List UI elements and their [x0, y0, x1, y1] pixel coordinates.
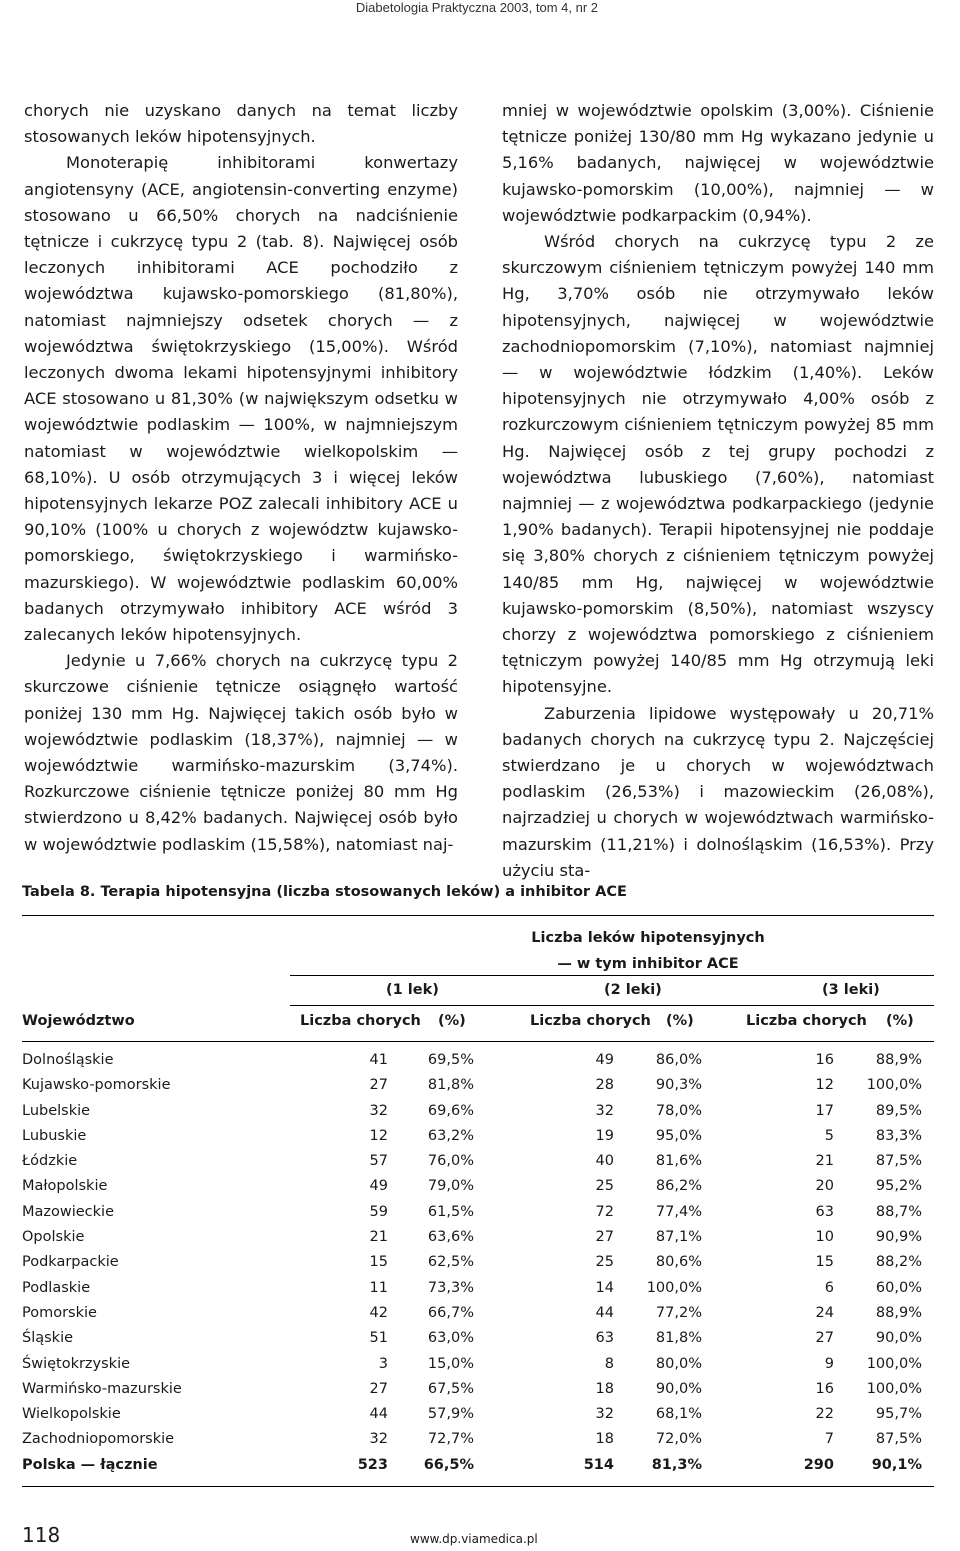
cell-n1: 44 — [369, 1406, 388, 1423]
cell-p1: 76,0% — [427, 1153, 474, 1170]
cell-n1: 27 — [369, 1077, 388, 1094]
cell-p2: 81,6% — [655, 1153, 702, 1170]
right-paragraph-2: Wśród chorych na cukrzycę typu 2 ze skurczowym ciśnieniem tętniczym powyżej 140 mm Hg, 3,70% osób nie otrzymywało leków hipotensyjnych, najwięcej w województwie zachodniopomorskim (7,10%), natomiast najmniej — w województwie łódzkim (1,40%). Leków hipotensyjnych nie otrzymywało 4,00% osób z rozkurczowym ciśnieniem tętniczym powyżej 85 mm Hg. Najwięcej osób z tej grupy pochodzi z województwa lubuskiego (7,60%), natomiast najmniej — z województwa podkarpackiego (jedynie 1,90% badanych). Terapii hipotensyjnej nie poddaje się 3,80% chorych z ciśnieniem tętniczym powyżej 140/85 mm Hg, najwięcej w województwie kujawsko-pomorskim (8,50%), natomiast wszyscy chorzy z województwa pomorskiego z ciśnieniem tętniczym powyżej 140/85 mm Hg otrzymują leki hipotensyjne. — [502, 232, 934, 697]
cell-name: Lubelskie — [22, 1102, 91, 1119]
table-row — [22, 1128, 934, 1153]
cell-n1: 523 — [357, 1456, 388, 1473]
subgroup-rule — [290, 1005, 934, 1006]
cell-n1: 15 — [369, 1254, 388, 1271]
cell-n2: 18 — [595, 1380, 614, 1397]
table-row — [22, 1330, 934, 1355]
cell-n3: 16 — [815, 1052, 834, 1068]
cell-p3: 88,9% — [875, 1052, 922, 1068]
subgroup-1-lek: (1 lek) — [386, 982, 439, 998]
cell-n3: 15 — [815, 1254, 834, 1271]
col-header-pct-3: (%) — [886, 1013, 914, 1029]
cell-n3: 12 — [815, 1077, 834, 1094]
cell-n3: 9 — [824, 1355, 834, 1372]
cell-n1: 41 — [369, 1052, 388, 1068]
cell-n2: 49 — [595, 1052, 614, 1068]
journal-website: www.dp.viamedica.pl — [410, 1532, 538, 1546]
cell-name: Polska — łącznie — [22, 1456, 158, 1473]
table-top-rule — [22, 915, 934, 916]
cell-p1: 63,2% — [427, 1127, 474, 1144]
cell-p2: 100,0% — [646, 1279, 702, 1296]
cell-n3: 16 — [815, 1380, 834, 1397]
cell-n2: 72 — [595, 1203, 614, 1220]
cell-p1: 81,8% — [427, 1077, 474, 1094]
cell-p2: 86,2% — [655, 1178, 702, 1195]
cell-p2: 78,0% — [655, 1102, 702, 1119]
cell-n3: 10 — [815, 1229, 834, 1246]
cell-name: Opolskie — [22, 1229, 85, 1246]
cell-p2: 86,0% — [655, 1052, 702, 1068]
cell-name: Pomorskie — [22, 1304, 97, 1321]
cell-n2: 28 — [595, 1077, 614, 1094]
cell-p1: 61,5% — [427, 1203, 474, 1220]
cell-p1: 63,0% — [427, 1330, 474, 1347]
table-row — [22, 1052, 934, 1077]
cell-n3: 24 — [815, 1304, 834, 1321]
cell-n1: 32 — [369, 1431, 388, 1448]
cell-n2: 44 — [595, 1304, 614, 1321]
cell-p3: 90,1% — [871, 1456, 922, 1473]
table-row — [22, 1229, 934, 1254]
cell-p3: 87,5% — [875, 1431, 922, 1448]
cell-p2: 87,1% — [655, 1229, 702, 1246]
cell-n2: 514 — [583, 1456, 614, 1473]
table-row — [22, 1406, 934, 1431]
page-number: 118 — [22, 1523, 61, 1547]
cell-p1: 63,6% — [427, 1229, 474, 1246]
cell-n1: 49 — [369, 1178, 388, 1195]
left-paragraph-1: chorych nie uzyskano danych na temat liczby stosowanych leków hipotensyjnych. — [24, 101, 458, 147]
journal-title: Diabetologia Praktyczna 2003, tom 4, nr 2 — [355, 0, 598, 15]
group-title-line-1: Liczba leków hipotensyjnych — [531, 930, 765, 946]
cell-n1: 59 — [369, 1203, 388, 1220]
cell-p2: 90,3% — [655, 1077, 702, 1094]
cell-p2: 72,0% — [655, 1431, 702, 1448]
cell-p3: 100,0% — [866, 1077, 922, 1094]
cell-n2: 8 — [604, 1355, 614, 1372]
cell-p2: 80,0% — [655, 1355, 702, 1372]
cell-p2: 77,4% — [655, 1203, 702, 1220]
cell-n3: 63 — [815, 1203, 834, 1220]
cell-p3: 95,7% — [875, 1406, 922, 1423]
cell-p1: 66,5% — [423, 1456, 474, 1473]
table-row — [22, 1204, 934, 1229]
table-row — [22, 1356, 934, 1381]
cell-name: Dolnośląskie — [22, 1052, 114, 1068]
cell-n1: 11 — [369, 1279, 388, 1296]
cell-n2: 63 — [595, 1330, 614, 1347]
cell-p1: 79,0% — [427, 1178, 474, 1195]
table-row — [22, 1178, 934, 1203]
cell-name: Małopolskie — [22, 1178, 108, 1195]
cell-p3: 60,0% — [875, 1279, 922, 1296]
cell-n3: 17 — [815, 1102, 834, 1119]
table-group-title — [478, 925, 818, 977]
col-header-pct-1: (%) — [438, 1013, 466, 1029]
cell-p3: 100,0% — [866, 1380, 922, 1397]
cell-n2: 32 — [595, 1406, 614, 1423]
table-header-rule — [22, 1041, 934, 1042]
group-rule — [290, 975, 934, 976]
cell-p1: 57,9% — [427, 1406, 474, 1423]
cell-name: Podlaskie — [22, 1279, 91, 1296]
table-row — [22, 1254, 934, 1279]
cell-name: Warmińsko-mazurskie — [22, 1380, 182, 1397]
cell-n2: 18 — [595, 1431, 614, 1448]
cell-p2: 95,0% — [655, 1127, 702, 1144]
running-header — [0, 0, 960, 36]
left-text-column — [24, 98, 458, 858]
cell-p3: 89,5% — [875, 1102, 922, 1119]
cell-n3: 7 — [824, 1431, 834, 1448]
cell-p1: 69,6% — [427, 1102, 474, 1119]
cell-p3: 95,2% — [875, 1178, 922, 1195]
group-title-line-2: — w tym inhibitor ACE — [557, 956, 739, 972]
cell-n3: 22 — [815, 1406, 834, 1423]
cell-n3: 21 — [815, 1153, 834, 1170]
cell-name: Świętokrzyskie — [22, 1355, 131, 1372]
cell-n1: 42 — [369, 1304, 388, 1321]
cell-name: Zachodniopomorskie — [22, 1431, 175, 1448]
cell-p1: 62,5% — [427, 1254, 474, 1271]
cell-name: Podkarpackie — [22, 1254, 119, 1271]
table-row — [22, 1077, 934, 1102]
left-paragraph-3: Jedynie u 7,66% chorych na cukrzycę typu 2 skurczowe ciśnienie tętnicze osiągnęło wartość poniżej 130 mm Hg. Najwięcej takich osób było w województwie podlaskim (18,37%), najmniej — w województwie warmińsko-mazurskim (3,74%). Rozkurczowe ciśnienie tętnicze poniżej 80 mm Hg stwierdzono u 8,42% badanych. Najwięcej osób było w województwie podlaskim (15,58%), natomiast naj- — [24, 651, 458, 854]
subgroup-2-leki: (2 leki) — [604, 982, 662, 998]
cell-name: Mazowieckie — [22, 1203, 115, 1220]
cell-p3: 88,2% — [875, 1254, 922, 1271]
table-body — [22, 1052, 934, 1482]
cell-p2: 81,8% — [655, 1330, 702, 1347]
cell-n2: 14 — [595, 1279, 614, 1296]
cell-n1: 3 — [378, 1355, 388, 1372]
table-row — [22, 1153, 934, 1178]
cell-n2: 40 — [595, 1153, 614, 1170]
table-row — [22, 1103, 934, 1128]
cell-n3: 20 — [815, 1178, 834, 1195]
cell-n1: 51 — [369, 1330, 388, 1347]
cell-name: Kujawsko-pomorskie — [22, 1077, 171, 1094]
cell-p2: 80,6% — [655, 1254, 702, 1271]
cell-n2: 19 — [595, 1127, 614, 1144]
cell-n1: 12 — [369, 1127, 388, 1144]
table-row — [22, 1280, 934, 1305]
cell-p3: 88,9% — [875, 1304, 922, 1321]
cell-n1: 57 — [369, 1153, 388, 1170]
cell-n1: 21 — [369, 1229, 388, 1246]
col-header-count-3: Liczba chorych — [746, 1013, 867, 1029]
table-row — [22, 1431, 934, 1456]
right-text-column — [502, 98, 934, 884]
cell-n2: 25 — [595, 1254, 614, 1271]
cell-name: Łódzkie — [22, 1153, 78, 1170]
cell-n1: 27 — [369, 1380, 388, 1397]
cell-p3: 83,3% — [875, 1127, 922, 1144]
subgroup-3-leki: (3 leki) — [822, 982, 880, 998]
cell-p1: 72,7% — [427, 1431, 474, 1448]
cell-n3: 5 — [824, 1127, 834, 1144]
cell-p1: 69,5% — [427, 1052, 474, 1068]
cell-p1: 15,0% — [427, 1355, 474, 1372]
cell-p3: 90,0% — [875, 1330, 922, 1347]
cell-n2: 25 — [595, 1178, 614, 1195]
cell-p3: 88,7% — [875, 1203, 922, 1220]
cell-p2: 81,3% — [651, 1456, 702, 1473]
left-paragraph-2: Monoterapię inhibitorami konwertazy angiotensyny (ACE, angiotensin-converting enzyme) stosowano u 66,50% chorych na nadciśnienie tętnicze i cukrzycę typu 2 (tab. 8). Najwięcej osób leczonych inhibitorami ACE pochodziło z województwa kujawsko-pomorskiego (81,80%), natomiast najmniejszy odsetek chorych — z województwa świętokrzyskiego (15,00%). Wśród leczonych dwoma lekami hipotensyjnymi inhibitory ACE stosowano u 81,30% (w największym odsetku w województwie podlaskim — 100%, w najmniejszym natomiast w województwie wielkopolskim — 68,10%). U osób otrzymujących 3 i więcej leków hipotensyjnych lekarze POZ zalecali inhibitory ACE u 90,10% (100% u chorych z województw kujawsko-pomorskiego, świętokrzyskiego i warmińsko-mazurskiego). W województwie podlaskim 60,00% badanych otrzymywało inhibitory ACE wśród 3 zalecanych leków hipotensyjnych. — [24, 153, 458, 645]
col-header-pct-2: (%) — [666, 1013, 694, 1029]
cell-n3: 27 — [815, 1330, 834, 1347]
cell-p2: 68,1% — [655, 1406, 702, 1423]
table-row — [22, 1381, 934, 1406]
table-total-row — [22, 1457, 934, 1482]
cell-p1: 73,3% — [427, 1279, 474, 1296]
cell-p3: 90,9% — [875, 1229, 922, 1246]
table-bottom-rule — [22, 1486, 934, 1487]
cell-p1: 66,7% — [427, 1304, 474, 1321]
cell-p2: 90,0% — [655, 1380, 702, 1397]
right-paragraph-1: mniej w województwie opolskim (3,00%). Ciśnienie tętnicze poniżej 130/80 mm Hg wykazano jedynie u 5,16% badanych, najwięcej w województwie kujawsko-pomorskim (10,00%), najmniej — w województwie podkarpackim (0,94%). — [502, 101, 934, 225]
table-caption: Tabela 8. Terapia hipotensyjna (liczba stosowanych leków) a inhibitor ACE — [22, 884, 627, 900]
cell-n3: 290 — [803, 1456, 834, 1473]
cell-p3: 100,0% — [866, 1355, 922, 1372]
cell-p2: 77,2% — [655, 1304, 702, 1321]
cell-p3: 87,5% — [875, 1153, 922, 1170]
cell-n3: 6 — [824, 1279, 834, 1296]
right-paragraph-3: Zaburzenia lipidowe występowały u 20,71% badanych chorych na cukrzycę typu 2. Najczęściej stwierdzano je u chorych w województwach podlaskim (26,53%) i mazowieckim (26,08%), najrzadziej u chorych w województwach warmińsko-mazurskim (11,21%) i dolnośląskim (16,53%). Przy użyciu sta- — [502, 703, 934, 880]
col-header-count-1: Liczba chorych — [300, 1013, 421, 1029]
cell-n2: 32 — [595, 1102, 614, 1119]
cell-n1: 32 — [369, 1102, 388, 1119]
table-row — [22, 1305, 934, 1330]
cell-n2: 27 — [595, 1229, 614, 1246]
cell-name: Lubuskie — [22, 1127, 87, 1144]
col-header-count-2: Liczba chorych — [530, 1013, 651, 1029]
col-header-region: Województwo — [22, 1013, 135, 1029]
cell-name: Wielkopolskie — [22, 1406, 121, 1423]
cell-p1: 67,5% — [427, 1380, 474, 1397]
cell-name: Śląskie — [22, 1330, 74, 1347]
